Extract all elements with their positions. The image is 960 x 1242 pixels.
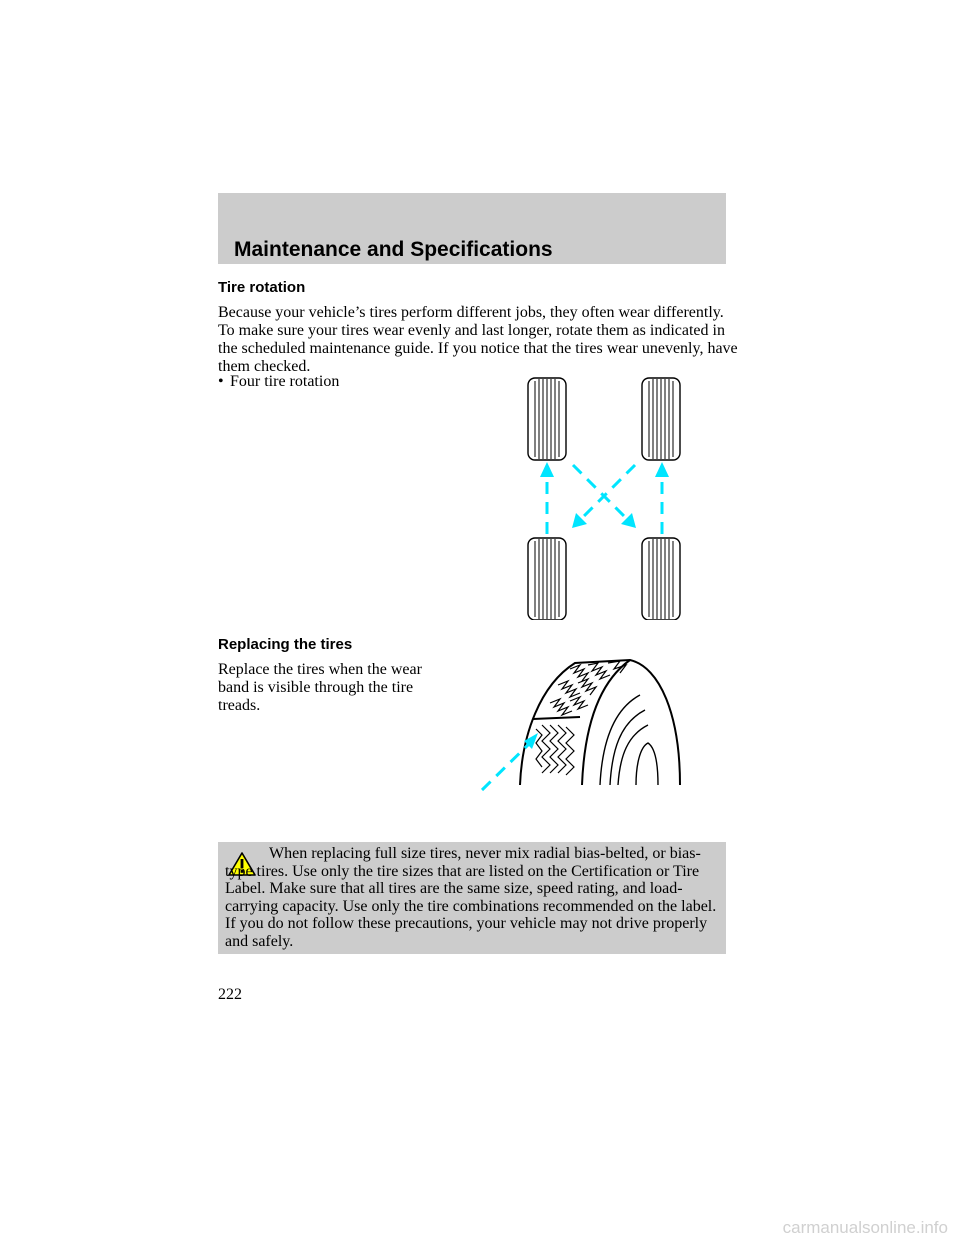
warning-box (218, 842, 726, 954)
tire-rotation-diagram (500, 370, 700, 620)
bullet-text: Four tire rotation (230, 373, 340, 390)
header-band (218, 193, 726, 264)
warning-text: When replacing full size tires, never mix radial bias-belted, or bias-type tires. Use only the tire sizes that are listed on the Certification or Tire Label. Make sure that all tires are the same size, speed rating, and load-carrying capacity. Use only the tire combinations recommended on the label. If you do not follow these precautions, your vehicle may not drive properly and safely. (225, 845, 717, 950)
bullet-marker: • (218, 373, 224, 390)
tire-rear-right (642, 538, 680, 620)
replacing-tires-paragraph: Replace the tires when the wear band is visible through the tire treads. (218, 661, 422, 714)
arrow-front-left-to-rear-right (573, 465, 626, 518)
watermark: carmanualsonline.info (782, 1218, 948, 1237)
arrow-front-right-to-rear-left (582, 465, 635, 518)
bullet-item (218, 373, 418, 391)
page-header-title: Maintenance and Specifications (234, 238, 553, 261)
tire-front-left (528, 378, 566, 460)
tire-rear-left (528, 538, 566, 620)
section-title-tire-rotation: Tire rotation (218, 279, 306, 296)
section-title-replacing-tires: Replacing the tires (218, 636, 353, 653)
tire-wear-band-illustration (470, 655, 690, 795)
tire-front-right (642, 378, 680, 460)
tire-rotation-paragraph: Because your vehicle’s tires perform different jobs, they often wear differently. To make sure your tires wear evenly and last longer, rotate them as indicated in the scheduled maintenance guide. If you notice that the tires wear unevenly, have them checked. (218, 304, 738, 375)
page-number: 222 (218, 986, 242, 1003)
